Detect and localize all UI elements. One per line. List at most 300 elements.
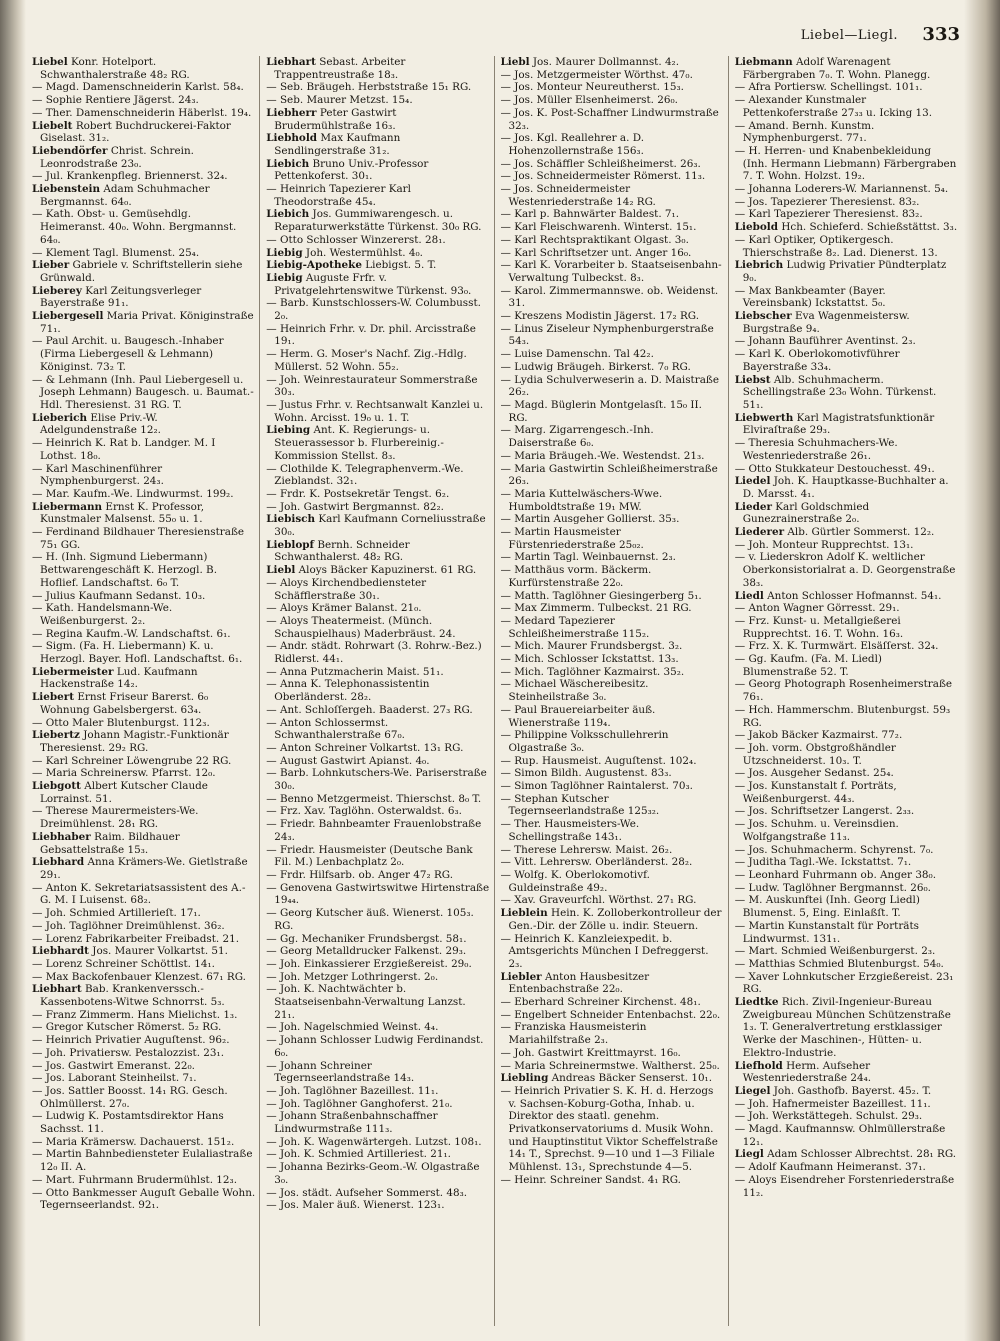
- directory-entry: [32, 1047, 255, 1060]
- entry-text: Liebigst. 5. T.: [365, 259, 437, 272]
- entry-text: Robert Buchdruckerei-Faktor Giselast. 31₂.: [40, 119, 231, 145]
- entry-text: Christ. Schrein. Leonrodstraße 23₀.: [40, 144, 194, 170]
- entry-text: — August Gastwirt Apianst. 4₀.: [266, 754, 430, 767]
- directory-entry: [735, 463, 958, 476]
- entry-text: — Max Backofenbauer Klenzest. 67₁ RG.: [32, 970, 246, 983]
- entry-text: — Mich. Schlosser Ickstattst. 13₃.: [500, 653, 679, 666]
- directory-entry: [266, 945, 489, 958]
- entry-surname: Liederer: [734, 526, 785, 539]
- directory-entry: [32, 463, 255, 488]
- entry-text: Ant. K. Regierungs- u. Steuerassessor b. Flurbereinig.-Kommission Stellst. 8₃.: [274, 424, 444, 462]
- directory-entry: [266, 793, 489, 806]
- entry-text: Adolf Warenagent Färbergraben 7₀. T. Wohn. Planegg.: [742, 56, 931, 81]
- entry-text: — Regina Kaufm.-W. Landschaftst. 6₁.: [32, 627, 231, 640]
- directory-entry: [266, 208, 489, 233]
- directory-entry: [32, 767, 255, 780]
- directory-entry: [266, 640, 489, 665]
- entry-text: — Jos. Monteur Neureutherst. 15₃.: [500, 81, 684, 94]
- entry-text: — Jos. Schuhm. u. Vereinsdien. Wolfgangstraße 11₃.: [734, 818, 899, 843]
- entry-surname: Liebermeister: [32, 665, 114, 678]
- directory-entry: [735, 183, 958, 196]
- directory-entry: [32, 107, 255, 120]
- entry-text: — Max Bankbeamter (Bayer. Vereinsbank) Ickstattst. 5₀.: [734, 284, 886, 310]
- directory-entry: [735, 1098, 958, 1111]
- entry-text: — Jos. Kgl. Reallehrer a. D. Hohenzollernstraße 156₃.: [500, 132, 645, 157]
- entry-text: — Gregor Kutscher Römerst. 5₂ RG.: [32, 1021, 222, 1034]
- directory-entry: [501, 1085, 724, 1174]
- directory-entry: [501, 463, 724, 488]
- entry-text: — Johanna Loderers-W. Mariannenst. 5₄.: [734, 183, 949, 196]
- entry-text: — Franziska Hausmeisterin Mariahilfstraße 2₃.: [500, 1021, 647, 1047]
- entry-text: — Otto Stukkateur Destouchesst. 49₁.: [734, 462, 935, 475]
- entry-text: — Frz. X. K. Turmwärt. Elsäſſerst. 32₄.: [734, 640, 939, 653]
- directory-entry: [32, 1187, 255, 1212]
- entry-text: — Friedr. Hausmeister (Deutsche Bank Fil. M.) Lenbachplatz 2₀.: [266, 843, 473, 869]
- entry-surname: Lieblopf: [266, 538, 314, 551]
- entry-surname: Liebst: [734, 373, 771, 386]
- entry-text: — Marg. Zigarrengesch.-Inh. Daiserstraße 6₀.: [500, 424, 654, 450]
- entry-surname: Liebisch: [266, 513, 316, 526]
- entry-text: — Theresia Schuhmachers-We. Westenriederstraße 26₁.: [734, 437, 898, 462]
- entry-surname: Liebertz: [32, 729, 80, 742]
- entry-text: — Jul. Krankenpfleg. Briennerst. 32₄.: [32, 170, 228, 183]
- entry-text: — Jos. städt. Aufseher Sommerst. 48₃.: [266, 1186, 468, 1199]
- entry-text: — Maria Schreinersw. Pfarrst. 12₀.: [32, 767, 216, 780]
- directory-entry: [735, 412, 958, 437]
- directory-entry: [266, 488, 489, 501]
- entry-text: — Joh. K. Nachtwächter b. Staatseisenbahn-Verwaltung Lanzst. 21₁.: [266, 983, 466, 1021]
- directory-entry: [266, 424, 489, 462]
- entry-text: — Jakob Bäcker Kazmairst. 77₂.: [734, 729, 903, 742]
- directory-entry: [735, 882, 958, 895]
- directory-entry: [266, 323, 489, 348]
- page-number: 333: [922, 24, 960, 45]
- entry-text: — Joh. K. Schmied Artilleriest. 21₁.: [266, 1148, 451, 1161]
- directory-entry: [32, 488, 255, 501]
- directory-entry: [501, 640, 724, 653]
- directory-entry: [735, 1161, 958, 1174]
- page-header: [30, 22, 960, 52]
- entry-text: — Frdr. K. Postsekretär Tengst. 6₂.: [266, 487, 450, 500]
- directory-entry: [32, 1136, 255, 1149]
- directory-entry: [735, 539, 958, 552]
- directory-entry: [266, 107, 489, 132]
- directory-entry: [501, 971, 724, 996]
- entry-text: — Hch. Hammerschm. Blutenburgst. 59₃ RG.: [734, 703, 951, 729]
- entry-text: — Mich. Maurer Frundsbergst. 3₂.: [500, 640, 683, 653]
- directory-entry: [501, 1021, 724, 1046]
- entry-text: — Johann Bauführer Aventinst. 2₃.: [734, 335, 916, 348]
- directory-entry: [32, 831, 255, 856]
- entry-text: — Aloys Kirchendbediensteter Schäfflerstraße 30₁.: [266, 576, 427, 602]
- directory-entry: [266, 844, 489, 869]
- entry-text: — Stephan Kutscher Tegernseerlandstraße 125₃₂.: [500, 792, 660, 818]
- entry-surname: Liebwerth: [734, 411, 794, 424]
- entry-text: — Jos. Ausgeher Sedanst. 25₄.: [734, 767, 894, 780]
- directory-entry: [266, 501, 489, 514]
- directory-entry: [266, 463, 489, 488]
- directory-entry: [266, 717, 489, 742]
- entry-text: — Lydia Schulverweserin a. D. Maistraße 26₂.: [500, 373, 719, 399]
- entry-text: Eva Wagenmeistersw. Burgstraße 9₄.: [742, 310, 910, 335]
- directory-entry: [501, 996, 724, 1009]
- directory-entry: [266, 1161, 489, 1186]
- entry-text: — Anton Schreiner Volkartst. 13₁ RG.: [266, 741, 464, 754]
- directory-entry: [735, 742, 958, 767]
- directory-entry: [266, 983, 489, 1021]
- directory-entry: [735, 818, 958, 843]
- entry-text: — Max Zimmerm. Tulbeckst. 21 RG.: [500, 602, 692, 615]
- entry-text: Lud. Kaufmann Hackenstraße 14₂.: [40, 665, 198, 691]
- directory-entry: [501, 551, 724, 564]
- entry-text: Ernst K. Professor, Kunstmaler Malsenst. 55₀ u. 1.: [40, 500, 205, 526]
- directory-entry: [266, 1187, 489, 1200]
- directory-entry: [735, 602, 958, 615]
- entry-text: — Martin Kunstanstalt für Porträts Lindwurmst. 131₁.: [734, 919, 920, 945]
- directory-entry: [735, 640, 958, 653]
- entry-surname: Liebgott: [32, 780, 81, 793]
- entry-text: — Heinr. Schreiner Sandst. 4₁ RG.: [500, 1173, 681, 1186]
- directory-entry: [735, 767, 958, 780]
- directory-entry: [266, 272, 489, 297]
- directory-entry: [501, 348, 724, 361]
- directory-entry: [32, 247, 255, 260]
- entry-text: — Mar. Kaufm.-We. Lindwurmst. 199₂.: [32, 487, 234, 500]
- entry-text: — Karl Schriftsetzer unt. Anger 16₀.: [500, 246, 692, 259]
- entry-text: — Georg Photograph Rosenheimerstraße 76₁.: [734, 678, 953, 704]
- entry-surname: Liebrich: [734, 259, 784, 272]
- directory-entry: [735, 145, 958, 183]
- entry-text: — Ludw. Taglöhner Bergmannst. 26₀.: [734, 881, 931, 894]
- entry-text: — Joh. Gastwirt Bergmannst. 82₂.: [266, 500, 444, 513]
- entry-surname: Liebhardt: [32, 945, 89, 958]
- directory-entry: [266, 755, 489, 768]
- directory-entry: [501, 602, 724, 615]
- directory-entry: [735, 94, 958, 119]
- entry-surname: Liebermann: [32, 500, 103, 513]
- directory-entry: [735, 678, 958, 703]
- directory-entry: [266, 183, 489, 208]
- entry-text: Jos. Maurer Volkartst. 51.: [92, 945, 228, 958]
- directory-entry: [735, 894, 958, 919]
- entry-text: — Joh. Taglöhner Ganghoferst. 21₀.: [266, 1097, 453, 1110]
- entry-surname: Liebich: [266, 208, 310, 221]
- directory-entry: [266, 348, 489, 373]
- entry-text: — Magd. Damenschneiderin Karlst. 58₄.: [32, 81, 244, 94]
- entry-surname: Liebold: [734, 221, 779, 234]
- directory-entry: [735, 551, 958, 589]
- entry-surname: Liebing: [266, 424, 311, 437]
- entry-surname: Liebenstein: [32, 183, 101, 196]
- entry-surname: Lieder: [734, 500, 772, 513]
- entry-text: — Georg Kutscher äuß. Wienerst. 105₃. RG.: [266, 907, 474, 932]
- directory-entry: [501, 374, 724, 399]
- entry-surname: Liebling: [500, 1072, 549, 1085]
- directory-entry: [501, 844, 724, 857]
- directory-entry: [501, 81, 724, 94]
- entry-text: — Wolfg. K. Oberlokomotivf. Guldeinstraße 49₂.: [500, 869, 650, 894]
- directory-entry: [735, 1110, 958, 1123]
- entry-text: — Maria Schreinermstwe. Waltherst. 25₀.: [500, 1059, 720, 1072]
- entry-text: Johann Magistr.-Funktionär Theresienst. 29₂ RG.: [40, 729, 229, 754]
- directory-entry: [266, 1136, 489, 1149]
- entry-text: — Amand. Bernh. Kunstm. Nymphenburgerst. 77₁.: [734, 119, 875, 145]
- entry-text: — Joh. Gastwirt Kreittmayrst. 16₀.: [500, 1046, 681, 1059]
- entry-text: — Ferdinand Bildhauer Theresienstraße 75₁ GG.: [32, 526, 245, 551]
- entry-text: Elise Priv.-W. Adelgundenstraße 12₂.: [40, 411, 161, 437]
- entry-text: — Ludwig K. Postamtsdirektor Hans Sachsst. 11.: [32, 1110, 224, 1136]
- directory-entry: [735, 526, 958, 539]
- entry-text: Adam Schlosser Albrechtst. 28₁ RG.: [767, 1148, 957, 1161]
- directory-entry: [32, 805, 255, 830]
- entry-text: Karl Kaufmann Corneliusstraße 30₀.: [274, 513, 486, 539]
- entry-text: — Heinrich K. Kanzleiexpedit. b. Amtsgerichts München I Defreggerst. 2₃.: [500, 932, 709, 970]
- directory-entry: [735, 475, 958, 500]
- directory-entry: [32, 437, 255, 462]
- directory-entry: [32, 56, 255, 81]
- directory-entry: [32, 602, 255, 627]
- entry-text: — Gg. Mechaniker Frundsbergst. 58₁.: [266, 932, 467, 945]
- column-3: [501, 56, 729, 1326]
- entry-text: — Jos. Gastwirt Emeranst. 22₀.: [32, 1059, 195, 1072]
- directory-entry: [735, 805, 958, 818]
- directory-entry: [32, 717, 255, 730]
- directory-entry: [501, 170, 724, 183]
- entry-text: — Philippine Volksschullehrerin Olgastraße 3₀.: [500, 729, 669, 754]
- entry-text: — Jos. Schneidermeister Römerst. 11₃.: [500, 170, 706, 183]
- directory-entry: [501, 94, 724, 107]
- directory-entry: [501, 424, 724, 449]
- directory-entry: [266, 247, 489, 260]
- directory-entry: [735, 208, 958, 221]
- entry-text: — Paul Brauereiarbeiter äuß. Wienerstraße 119₄.: [500, 703, 656, 729]
- entry-surname: Liebelt: [32, 119, 73, 132]
- entry-text: — M. Auskunftei (Inh. Georg Liedl) Blumenst. 5, Eing. Einlaßſt. T.: [734, 894, 920, 920]
- entry-text: Anna Krämers-We. Gietlstraße 29₁.: [40, 856, 248, 881]
- entry-text: — Karl Fleischwarenh. Winterst. 15₁.: [500, 221, 697, 234]
- directory-entry: [266, 933, 489, 946]
- entry-text: — Clothilde K. Telegraphenverm.-We. Zieblandst. 32₁.: [266, 462, 464, 488]
- directory-entry: [32, 81, 255, 94]
- entry-text: Konr. Hotelport. Schwanthalerstraße 48₂ RG.: [40, 56, 190, 81]
- directory-entry: [735, 1085, 958, 1098]
- entry-surname: Liebergesell: [32, 310, 104, 323]
- directory-entry: [266, 158, 489, 183]
- directory-entry: [501, 678, 724, 703]
- entry-text: — Juditha Tagl.-We. Ickstattst. 7₁.: [734, 856, 912, 869]
- directory-entry: [501, 729, 724, 754]
- directory-entry: [501, 234, 724, 247]
- entry-text: — Ludwig Bräugeh. Birkerst. 7₀ RG.: [500, 360, 691, 373]
- entry-text: Anton Schlosser Hofmannst. 54₁.: [767, 589, 942, 602]
- entry-text: — Otto Bankmesser Auguſt Geballe Wohn. Tegernseerlandst. 92₁.: [32, 1186, 256, 1212]
- entry-text: — Paul Archit. u. Baugesch.-Inhaber (Firma Liebergesell & Lehmann) Königinst. 73₂ T.: [32, 335, 224, 373]
- entry-text: — Barb. Kunstschlossers-W. Columbusst. 2₀.: [266, 297, 481, 323]
- directory-entry: [501, 1060, 724, 1073]
- entry-text: Peter Gastwirt Brudermühlstraße 16₃.: [274, 106, 397, 132]
- directory-entry: [32, 501, 255, 526]
- directory-entry: [266, 94, 489, 107]
- entry-text: Joh. Gasthofb. Bayerst. 45₂. T.: [773, 1084, 932, 1097]
- directory-entry: [32, 983, 255, 1008]
- entry-text: — Matth. Taglöhner Giesingerberg 5₁.: [500, 589, 702, 602]
- entry-text: — Franz Zimmerm. Hans Mielichst. 1₃.: [32, 1008, 238, 1021]
- directory-entry: [501, 323, 724, 348]
- entry-text: — H. Herren- und Knabenbekleidung (Inh. Hermann Liebmann) Färbergraben 7. T. Wohn. Holzst. 19₂.: [734, 144, 957, 183]
- entry-text: — Seb. Bräugeh. Herbststraße 15₁ RG.: [266, 81, 472, 94]
- entry-text: Ludwig Privatier Pündterplatz 9₀.: [742, 259, 947, 284]
- entry-text: — Mart. Schmied Weißenburgerst. 2₃.: [734, 945, 936, 958]
- entry-text: — Karl Schreiner Löwengrube 22 RG.: [32, 754, 232, 767]
- entry-text: — Joh. Weinrestaurateur Sommerstraße 30₃.: [266, 373, 478, 399]
- directory-entry: [501, 526, 724, 551]
- directory-entry: [32, 170, 255, 183]
- entry-surname: Liebherr: [266, 106, 317, 119]
- directory-entry: [501, 933, 724, 971]
- entry-text: — Jos. Müller Elsenheimerst. 26₀.: [500, 94, 678, 107]
- directory-entry: [32, 945, 255, 958]
- entry-text: Hein. K. Zolloberkontrolleur der Gen.-Dir. der Zölle u. indir. Steuern.: [508, 907, 722, 932]
- page-binding-shadow: [0, 0, 26, 1341]
- directory-entry: [735, 120, 958, 145]
- directory-entry: [735, 335, 958, 348]
- directory-entry: [266, 297, 489, 322]
- entry-text: — Aloys Theatermeist. (Münch. Schauspielhaus) Maderbräust. 24.: [266, 614, 456, 640]
- entry-text: — Johann Schlosser Ludwig Ferdinandst. 6₀.: [266, 1034, 484, 1059]
- directory-entry: [735, 844, 958, 857]
- directory-entry: [735, 348, 958, 373]
- entry-surname: Liebler: [500, 970, 542, 983]
- entry-surname: Liebendörfer: [32, 144, 108, 157]
- directory-entry: [266, 1034, 489, 1059]
- entry-text: Karl Goldschmied Gunezrainerstraße 2₀.: [742, 500, 870, 526]
- directory-entry: [735, 869, 958, 882]
- directory-entry: [501, 856, 724, 869]
- directory-entry: [32, 1085, 255, 1110]
- entry-text: — H. (Inh. Sigmund Liebermann) Bettwarengeschäft K. Herzogl. B. Hoflief. Landschaftst. 6₀ T.: [32, 551, 217, 589]
- entry-text: Karl Magistratsfunktionär Elviraſtraße 29₃.: [742, 411, 935, 437]
- directory-entry: [32, 856, 255, 881]
- directory-entry: [32, 335, 255, 373]
- entry-text: — Jos. K. Post-Schaffner Lindwurmstraße 32₃.: [500, 106, 719, 132]
- entry-text: — Ther. Damenschneiderin Häberlst. 19₄.: [32, 106, 252, 119]
- directory-entry: [266, 399, 489, 424]
- entry-surname: Liebl: [500, 56, 530, 68]
- directory-entry: [32, 1021, 255, 1034]
- directory-entry: [32, 882, 255, 907]
- entry-text: — Anton Schlossermst. Schwanthalerstraße 67₀.: [266, 716, 405, 742]
- directory-entry: [266, 564, 489, 577]
- entry-surname: Liebl: [266, 564, 296, 577]
- directory-entry: [735, 437, 958, 462]
- directory-entry: [266, 1148, 489, 1161]
- entry-surname: Lieblein: [500, 907, 548, 920]
- directory-entry: [735, 196, 958, 209]
- entry-surname: Liebhart: [266, 56, 316, 68]
- entry-text: — Joh. Taglöhner Bazeillest. 11₁.: [266, 1084, 439, 1097]
- directory-entry: [32, 971, 255, 984]
- entry-text: — Therese Lehrersw. Maist. 26₂.: [500, 843, 673, 856]
- directory-entry: [501, 183, 724, 208]
- entry-text: Ernst Friseur Barerst. 6₀ Wohnung Gabelsbergerst. 63₄.: [40, 691, 209, 716]
- directory-entry: [32, 1034, 255, 1047]
- directory-entry: [32, 310, 255, 335]
- entry-text: — Johanna Bezirks-Geom.-W. Olgastraße 3₀.: [266, 1161, 480, 1186]
- entry-surname: Lieberich: [32, 411, 88, 424]
- directory-entry: [735, 590, 958, 603]
- entry-surname: Liebscher: [734, 310, 792, 323]
- entry-text: Hch. Schieferd. Schießstättst. 3₃.: [781, 221, 958, 234]
- entry-text: — Justus Frhr. v. Rechtsanwalt Kanzlei u. Wohn. Arcisst. 19₀ u. 1. T.: [266, 398, 484, 424]
- entry-text: Jos. Gummiwarengesch. u. Reparaturwerkstätte Türkenst. 30₀ RG.: [274, 208, 482, 234]
- directory-entry: [266, 882, 489, 907]
- entry-text: — Adolf Kaufmann Heimeranst. 37₁.: [734, 1161, 926, 1174]
- entry-text: — Julius Kaufmann Sedanst. 10₃.: [32, 589, 206, 602]
- directory-entry: [501, 208, 724, 221]
- directory-entry: [735, 615, 958, 640]
- entry-text: — Martin Tagl. Weinbauernst. 2₃.: [500, 551, 676, 564]
- entry-text: — Karol. Zimmermannswe. ob. Weidenst. 31.: [500, 284, 719, 310]
- directory-entry: [735, 920, 958, 945]
- directory-entry: [735, 653, 958, 678]
- entry-text: — Ther. Hausmeisters-We. Schellingstraße 143₁.: [500, 818, 640, 843]
- entry-text: — Joh. Metzger Lothringerst. 2₀.: [266, 970, 439, 983]
- entry-text: — Joh. Nagelschmied Weinst. 4₄.: [266, 1021, 439, 1034]
- column-4: [735, 56, 962, 1326]
- entry-surname: Liebhart: [32, 983, 82, 996]
- entry-text: Bernh. Schneider Schwanthalerst. 48₂ RG.: [274, 538, 410, 564]
- directory-entry: [266, 1098, 489, 1111]
- directory-entry: [32, 183, 255, 208]
- entry-text: Gabriele v. Schriftstellerin siehe Grünwald.: [40, 259, 243, 284]
- directory-entry: [501, 1009, 724, 1022]
- directory-entry: [501, 310, 724, 323]
- entry-text: Adam Schuhmacher Bergmannst. 64₀.: [40, 183, 210, 208]
- entry-surname: Liebmann: [734, 56, 793, 68]
- entry-text: Sebast. Arbeiter Trappentreustraße 18₃.: [274, 56, 406, 81]
- directory-entry: [266, 818, 489, 843]
- directory-entry: [501, 107, 724, 132]
- directory-entry: [501, 158, 724, 171]
- entry-text: Anton Hausbesitzer Entenbachstraße 22₀.: [508, 970, 650, 996]
- entry-text: — Karl Optiker, Optikergesch. Thierschstraße 8₂. Lad. Dienerst. 13.: [734, 233, 938, 259]
- directory-entry: [266, 958, 489, 971]
- entry-text: — Kath. Obst- u. Gemüsehdlg. Heimeranst. 40₀. Wohn. Bergmannst. 64₀.: [32, 208, 237, 246]
- column-2: [266, 56, 494, 1326]
- directory-entry: [501, 907, 724, 932]
- entry-text: Andreas Bäcker Senserst. 10₁.: [551, 1072, 713, 1085]
- entry-text: — Therese Maurermeisters-We. Dreimühlenst. 28₁ RG.: [32, 805, 199, 831]
- entry-surname: Liedtke: [734, 996, 779, 1009]
- entry-text: — Frdr. Hilfsarb. ob. Anger 47₂ RG.: [266, 869, 454, 881]
- directory-entry: [501, 1072, 724, 1085]
- entry-text: — Jos. Schuhmacherm. Schyrenst. 7₀.: [734, 843, 934, 856]
- directory-entry: [501, 755, 724, 768]
- entry-text: — Joh. Monteur Rupprechtst. 13₁.: [734, 538, 914, 551]
- directory-entry: [32, 526, 255, 551]
- entry-text: Max Kaufmann Sendlingerstraße 31₂.: [274, 132, 401, 157]
- entry-text: — Xaver Lohnkutscher Erzgießereist. 23₁ RG.: [734, 970, 954, 996]
- directory-entry: [735, 501, 958, 526]
- directory-entry: [266, 132, 489, 157]
- entry-text: — Jos. Laborant Steinheilst. 7₁.: [32, 1072, 197, 1085]
- directory-entry: [735, 310, 958, 335]
- entry-text: — & Lehmann (Inh. Paul Liebergesell u. Joseph Lehmann) Baugesch. u. Baumat.-Hdl. Theresienst. 31 RG. T.: [32, 373, 254, 411]
- directory-entry: [32, 729, 255, 754]
- directory-entry: [501, 361, 724, 374]
- entry-text: — Maria Krämersw. Dachauerst. 151₂.: [32, 1135, 235, 1148]
- entry-text: — Maria Bräugeh.-We. Westendst. 21₃.: [500, 449, 705, 462]
